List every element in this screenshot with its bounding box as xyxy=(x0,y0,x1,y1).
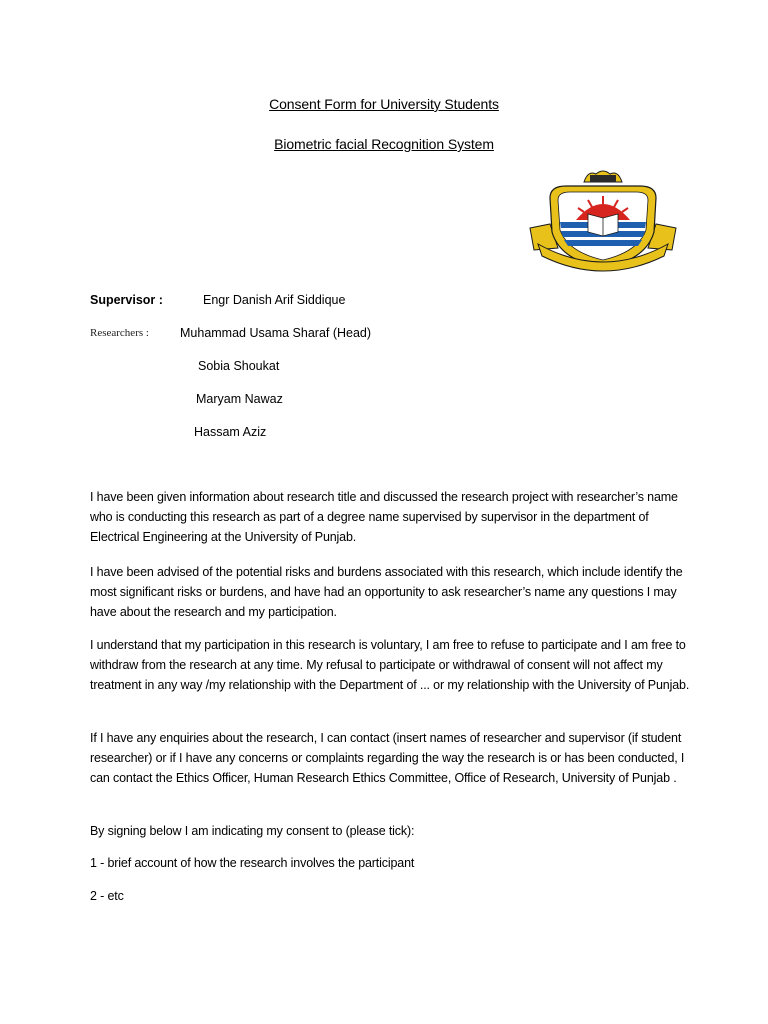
consent-item: 1 - brief account of how the research involves the participant xyxy=(90,856,415,870)
university-logo xyxy=(528,168,678,274)
supervisor-label: Supervisor : xyxy=(90,293,163,307)
researcher-name: Hassam Aziz xyxy=(194,425,267,439)
paragraph: If I have any enquiries about the research, I can contact (insert names of researcher and supervisor (if student researcher) or if I have any concerns or complaints regarding the way the research is or has been conducted, I can contact the Ethics Officer, Human Research Ethics Committee, Office of Research, University of Punjab . xyxy=(90,731,685,785)
paragraph: I have been given information about research title and discussed the research project with researcher’s name who is conducting this research as part of a degree name supervised by supervisor in the department of Electrical Engineering at the University of Punjab. xyxy=(90,490,678,544)
researcher-name: Muhammad Usama Sharaf (Head) xyxy=(180,326,372,340)
consent-item: 2 - etc xyxy=(90,889,124,903)
document-title: Consent Form for University Students xyxy=(269,96,499,112)
document-subtitle: Biometric facial Recognition System xyxy=(274,136,494,152)
researcher-name: Sobia Shoukat xyxy=(198,359,280,373)
supervisor-name: Engr Danish Arif Siddique xyxy=(203,293,346,307)
paragraph: I have been advised of the potential risks and burdens associated with this research, which include identify the most significant risks or burdens, and have had an opportunity to ask researcher’s name any questions I may have about the research and my participation. xyxy=(90,565,683,619)
paragraph: I understand that my participation in this research is voluntary, I am free to refuse to participate and I am free to withdraw from the research at any time. My refusal to participate or withdrawal of consent will not affect my treatment in any way /my relationship with the Department of ... or my relationship with the University of Punjab. xyxy=(90,638,690,692)
researchers-label: Researchers : xyxy=(90,327,149,339)
paragraph: By signing below I am indicating my consent to (please tick): xyxy=(90,824,415,838)
researcher-name: Maryam Nawaz xyxy=(196,392,283,406)
